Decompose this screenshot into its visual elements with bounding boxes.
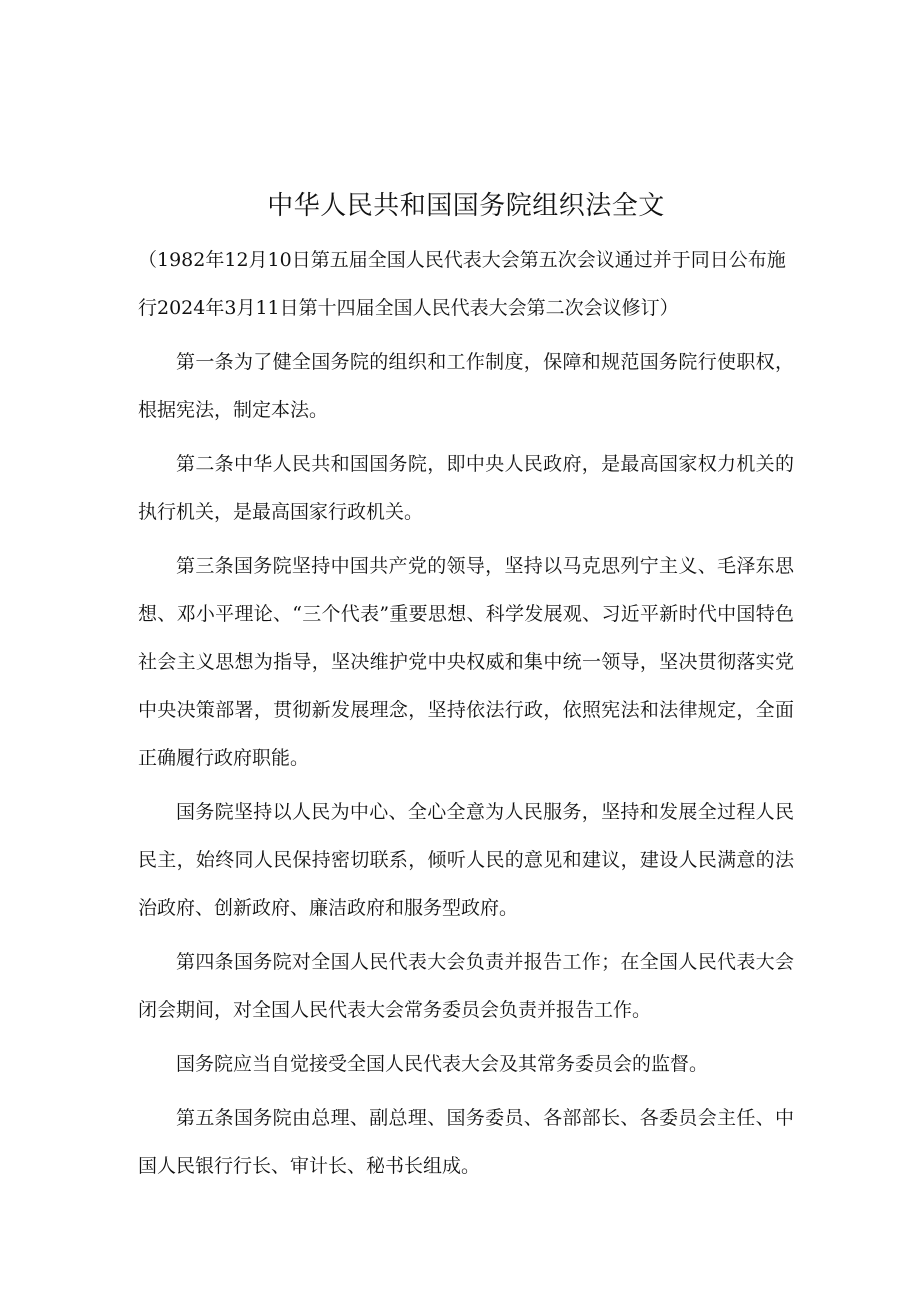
article-4-paragraph-2: 国务院应当自觉接受全国人民代表大会及其常务委员会的监督。	[176, 1053, 709, 1075]
document-body	[138, 180, 794, 1196]
article-3-paragraph-2: 国务院坚持以人民为中心、全心全意为人民服务，坚持和发展全过程人民民主，始终同人民保持密切联系，倾听人民的意见和建议，建设人民满意的法治政府、创新政府、廉洁政府和服务型政府。	[138, 801, 794, 919]
article-4-paragraph: 第四条国务院对全国人民代表大会负责并报告工作；在全国人民代表大会闭会期间，对全国人民代表大会常务委员会负责并报告工作。	[138, 951, 794, 1021]
article-2-paragraph: 第二条中华人民共和国国务院，即中央人民政府，是最高国家权力机关的执行机关，是最高国家行政机关。	[138, 453, 794, 523]
article-5-paragraph: 第五条国务院由总理、副总理、国务委员、各部部长、各委员会主任、中国人民银行行长、审计长、秘书长组成。	[138, 1107, 794, 1177]
article-1-paragraph: 第一条为了健全国务院的组织和工作制度，保障和规范国务院行使职权，根据宪法，制定本法。	[138, 351, 794, 421]
document-title: 中华人民共和国国务院组织法全文	[267, 191, 665, 221]
article-3-paragraph: 第三条国务院坚持中国共产党的领导，坚持以马克思列宁主义、毛泽东思想、邓小平理论、“三个代表”重要思想、科学发展观、习近平新时代中国特色社会主义思想为指导，坚决维护党中央权威和集中统一领导，坚决贯彻落实党中央决策部署，贯彻新发展理念，坚持依法行政，依照宪法和法律规定，全面正确履行政府职能。	[138, 555, 794, 769]
document-subtitle: （1982年12月10日第五届全国人民代表大会第五次会议通过并于同日公布施行2024年3月11日第十四届全国人民代表大会第二次会议修订）	[138, 249, 786, 319]
